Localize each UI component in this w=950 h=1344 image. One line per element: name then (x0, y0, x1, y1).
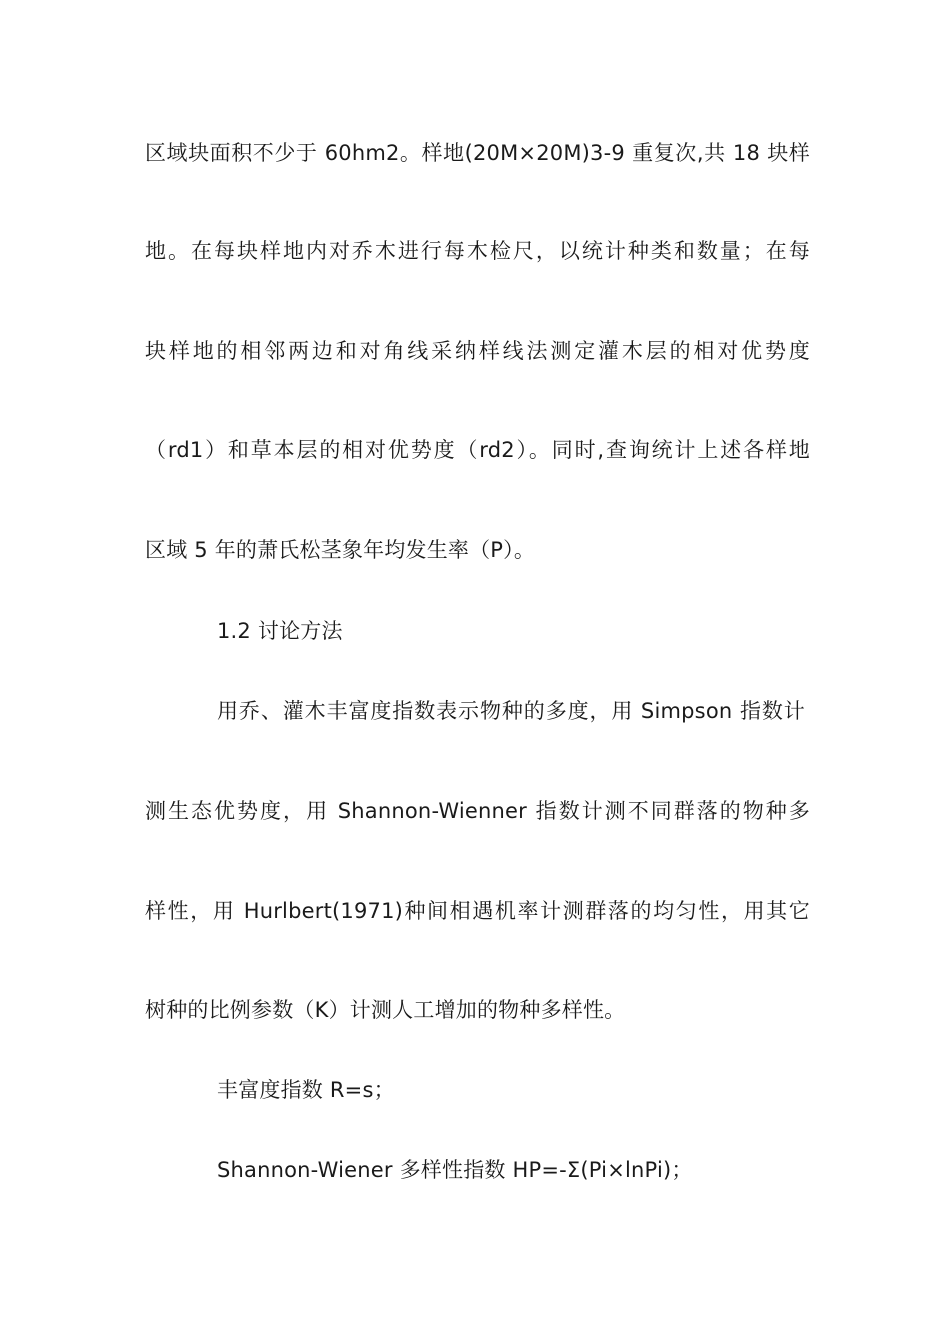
paragraph-1-line-4: （rd1）和草本层的相对优势度（rd2）。同时,查询统计上述各样地 (145, 438, 810, 462)
paragraph-2-line-4: 树种的比例参数（K）计测人工增加的物种多样性。 (145, 998, 626, 1022)
paragraph-2-line-1: 用乔、灌木丰富度指数表示物种的多度，用 Simpson 指数计 (217, 699, 805, 723)
paragraph-2-line-2: 测生态优势度，用 Shannon-Wienner 指数计测不同群落的物种多 (145, 799, 810, 823)
formula-richness-index: 丰富度指数 R=s； (217, 1078, 395, 1102)
section-heading: 1.2 讨论方法 (217, 619, 343, 643)
formula-shannon-wiener-index: Shannon-Wiener 多样性指数 HP=-Σ(Pi×lnPi)； (217, 1158, 693, 1182)
paragraph-1-line-5: 区域 5 年的萧氏松茎象年均发生率（P）。 (145, 538, 536, 562)
paragraph-1-line-3: 块样地的相邻两边和对角线采纳样线法测定灌木层的相对优势度 (145, 339, 810, 363)
paragraph-2-line-3: 样性，用 Hurlbert(1971)种间相遇机率计测群落的均匀性，用其它 (145, 899, 810, 923)
paragraph-1-line-1: 区域块面积不少于 60hm2。样地(20M×20M)3-9 重复次,共 18 块样 (145, 141, 810, 165)
paragraph-1-line-2: 地。在每块样地内对乔木进行每木检尺，以统计种类和数量；在每 (145, 239, 810, 263)
